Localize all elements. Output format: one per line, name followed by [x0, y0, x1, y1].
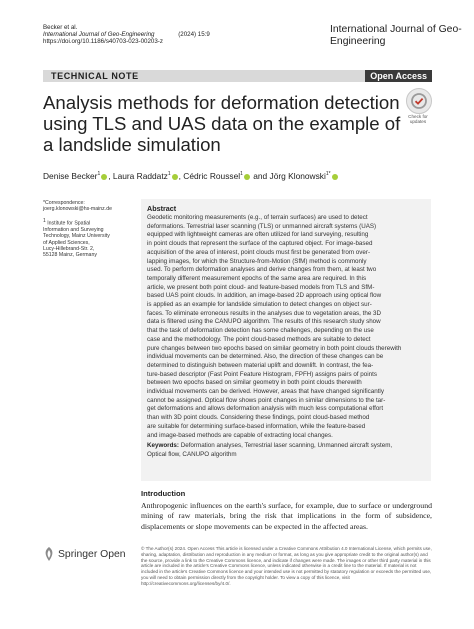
abstract-line: that the task of deformation detection has some challenges, depending on the use [147, 327, 374, 335]
author-name[interactable]: Cédric Roussel [183, 170, 241, 181]
abstract-line: pure changes between two epochs based on similar geometry in both point clouds therewith [147, 344, 402, 352]
abstract-line: is applied as an example for landslide simulation to detect changes on object sur- [147, 301, 372, 309]
author-name[interactable]: Denise Becker [43, 170, 98, 181]
abstract-body [147, 214, 426, 440]
abstract-line: article, we present both point cloud- and feature-based models from TLS and SfM- [147, 283, 375, 291]
article-title: Analysis methods for deformation detection using TLS and UAS data on the example of a landslide simulation [43, 92, 401, 155]
keywords-line: Deformation analyses, Terrestrial laser scanning, Unmanned aircraft system, [180, 442, 393, 450]
check-for-updates-glyph [407, 89, 431, 113]
check-for-updates-label[interactable]: Check for updates [408, 114, 428, 125]
publisher-name: Springer Open [58, 548, 126, 560]
abstract-line: lapping images, for which the Structure-from-Motion (SfM) method is commonly [147, 257, 367, 265]
affiliation-marker: 1 [43, 218, 46, 224]
abstract-line: in point clouds that represent the surface of the captured object. For image-based [147, 240, 373, 248]
affiliation-line: Technology, Mainz University [43, 233, 110, 240]
abstract-line: individual movements can be determined. Also, the direction of these changes can be [147, 353, 384, 361]
keywords [147, 442, 426, 459]
introduction-heading: Introduction [141, 489, 186, 498]
author-affiliation-marker: 1 [97, 171, 101, 177]
orcid-icon[interactable] [244, 174, 250, 180]
abstract-line: faces. To eliminate erroneous results in the analyses due to vegetation areas, the 3D [147, 309, 382, 317]
author-list [43, 169, 339, 181]
orcid-icon[interactable] [172, 174, 178, 180]
short-authors: Becker et al. [43, 24, 78, 31]
article-type-label: TECHNICAL NOTE [47, 70, 143, 82]
affiliation-line: Information and Surveying [43, 227, 104, 234]
orcid-icon[interactable] [332, 174, 338, 180]
abstract-line: based UAS point clouds. In addition, an image-based 2D approach using optical flow [147, 292, 382, 300]
abstract-line: ture-based descriptor (Fast Point Feature Histogram, FPFH) assigns pairs of points [147, 370, 377, 378]
abstract-line: used. To perform deformation analyses and derive changes from them, at least two [147, 266, 377, 274]
author-name[interactable]: Laura Raddatz [112, 170, 168, 181]
affiliation-line: of Applied Sciences, [43, 239, 90, 246]
abstract-line: cannot be assigned. Optical flow shows point changes in similar dimensions to the tar- [147, 396, 386, 404]
abstract-line: than with 3D point clouds. Considering these findings, point cloud-based method [147, 414, 370, 422]
journal-citation-name: International Journal of Geo-Engineering [43, 31, 155, 38]
abstract-box [141, 199, 431, 481]
keywords-label: Keywords: [147, 442, 179, 450]
abstract-line: data is filtered using the CANUPO algorithm. The results of this research study show [147, 318, 381, 326]
abstract-line: determined to distinguish between material uplift and downlift. In contrast, the fea- [147, 361, 374, 369]
check-for-updates-icon[interactable] [406, 88, 432, 114]
doi-link[interactable]: https://doi.org/10.1186/s40703-023-00203-z [43, 38, 163, 45]
springer-open-logo-icon [43, 547, 55, 561]
affiliation-line: Institute for Spatial [47, 220, 91, 227]
article-type-bar [43, 70, 432, 82]
author-affiliation-marker: 1 [240, 171, 243, 177]
abstract-line: are suitable for determining surface-based information, while the feature-based [147, 422, 366, 430]
author-affiliation-marker: 1 [167, 171, 171, 177]
keywords-line: Optical flow, CANUPO algorithm [147, 450, 237, 458]
affiliation-line: 55128 Mainz, Germany [43, 252, 97, 259]
abstract-line: Geodetic monitoring measurements (e.g., of terrain surfaces) are used to detect [147, 214, 368, 221]
correspondence-note [43, 200, 135, 213]
abstract-line: individual movements can be derived. However, areas that have changed significantly [147, 388, 384, 396]
correspondence-email[interactable]: joerg.klonowski@hs-mainz.de [43, 206, 112, 213]
license-text: © The Author(s) 2024. Open Access This article is licensed under a Creative Commons Attribution 4.0 International License, which permits use, sharing, adaptation, distribution and reproduction in any medium or format, as long as you give appropriate credit to the original author(s) and the source, provide a link to the Creative Commons licence, and indicate if changes were made. The images or other third party material in this article are included in the article's Creative Commons licence, unless indicated otherwise in a credit line to the material. If material is not included in the article's Creative Commons licence and your intended use is not permitted by statutory regulation or exceeds the permitted use, you will need to obtain permission directly from the copyright holder. To view a copy of this licence, visit http://creativecommons.org/licenses/by/4.0/. [141, 546, 432, 586]
abstract-line: equipped with lightweight cameras are often utilized for land surveying, resulting [147, 231, 369, 239]
journal-name: International Journal of Geo-Engineering [330, 24, 462, 48]
orcid-icon[interactable] [101, 174, 107, 180]
introduction-text: Anthropogenic influences on the earth's surface, for example, due to surface or underground mining of raw materials, bring the risk that implications in the form of subsidence, displacements or slope movements can be expected in the affected areas. [141, 501, 432, 531]
abstract-heading: Abstract [147, 204, 177, 213]
correspondence-label: *Correspondence: [43, 200, 85, 206]
affiliation-note [43, 218, 135, 259]
abstract-line: between two epochs based on similar geometry in both point clouds therewith [147, 379, 362, 387]
affiliation-line: Lucy-Hillebrand-Str. 2, [43, 245, 95, 252]
author-separator: , [108, 170, 113, 181]
abstract-line: and image-based methods are capable of extracting local changes. [147, 431, 333, 439]
publisher-logo [43, 547, 126, 561]
author-name[interactable]: Jörg Klonowski [269, 170, 326, 181]
abstract-line: temporally different measurement epochs of the same area are required. In this [147, 274, 367, 282]
journal-year-issue: (2024) 15:9 [178, 31, 210, 38]
author-and: and [250, 170, 270, 181]
abstract-line: deformations. Terrestrial laser scanning (TLS) or unmanned aircraft systems (UAS) [147, 222, 377, 230]
abstract-line: get deformations and allows deformation analysis with much less computational effort [147, 405, 384, 413]
author-affiliation-marker: 1* [325, 171, 331, 177]
abstract-line: acquisition of the area of interest, point clouds must first be generated from over- [147, 248, 371, 256]
author-separator: , [178, 170, 184, 181]
abstract-line: case and the methodology. The point cloud-based methods are suitable to detect [147, 335, 371, 343]
open-access-label: Open Access [365, 70, 432, 82]
